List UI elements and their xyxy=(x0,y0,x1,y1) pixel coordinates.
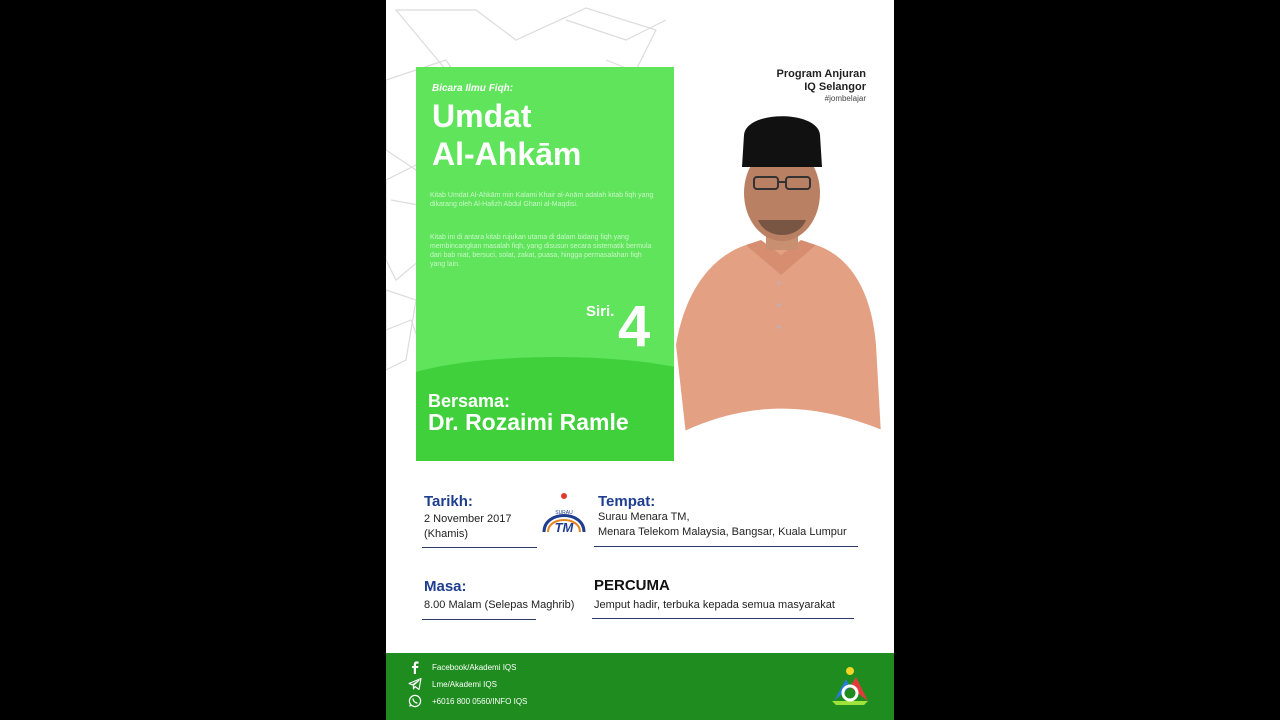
title-line-2: Al-Ahkām xyxy=(432,136,582,172)
venue-line-1: Surau Menara TM, xyxy=(598,511,690,523)
time-underline xyxy=(422,619,536,620)
free-label: PERCUMA xyxy=(594,577,670,594)
venue-label: Tempat: xyxy=(598,493,656,510)
series-label: Siri. xyxy=(586,303,615,320)
facebook-text: Facebook/Akademi IQS xyxy=(432,662,517,672)
venue-line-2: Menara Telekom Malaysia, Bangsar, Kuala Lumpur xyxy=(598,526,847,538)
organizer-block xyxy=(777,68,866,103)
title-panel xyxy=(416,67,674,461)
whatsapp-contact[interactable] xyxy=(408,693,527,709)
time-value: 8.00 Malam (Selepas Maghrib) xyxy=(424,599,575,611)
series-kicker: Bicara Ilmu Fiqh: xyxy=(432,83,514,94)
telegram-icon xyxy=(408,677,422,691)
series-number: 4 xyxy=(618,294,651,359)
organizer-line-1: Program Anjuran xyxy=(776,68,866,80)
description-paragraph-2: Kitab ini di antara kitab rujukan utama di dalam bidang fiqh yang membincangkan masalah fiqh, yang disusun secara sistematik bermula dari bab niat, bersuci, solat, zakat, puasa, hingga permasalahan fiqh yang lain. xyxy=(430,234,652,268)
description-paragraph-1: Kitab Umdat Al-Ahkām min Kalami Khair al-Anām adalah kitab fiqh yang dikarang oleh Al-Hafizh Abdul Ghani al-Maqdisi. xyxy=(430,192,654,208)
whatsapp-text: +6016 800 0560/INFO IQS xyxy=(432,696,528,706)
free-underline xyxy=(592,618,854,619)
akademi-iqs-logo xyxy=(828,665,872,707)
telegram-contact[interactable] xyxy=(408,676,497,692)
title-line-1: Umdat xyxy=(432,98,532,134)
surau-logo-top-text: SURAU xyxy=(555,510,573,516)
venue-underline xyxy=(594,546,858,547)
facebook-icon xyxy=(408,660,422,674)
speaker-photo xyxy=(676,105,894,435)
telegram-text: Lme/Akademi IQS xyxy=(432,679,497,689)
surau-logo-main-text: TM xyxy=(554,520,574,535)
whatsapp-icon xyxy=(408,694,422,708)
hashtag: #jombelajar xyxy=(824,94,866,103)
organizer-line-2: IQ Selangor xyxy=(804,81,866,93)
time-label: Masa: xyxy=(424,578,467,595)
event-poster xyxy=(386,0,894,720)
with-label: Bersama: xyxy=(428,391,511,411)
date-label: Tarikh: xyxy=(424,493,473,510)
facebook-contact[interactable] xyxy=(408,659,516,675)
date-value: 2 November 2017 xyxy=(424,513,512,525)
surau-tm-logo xyxy=(538,490,590,544)
date-underline xyxy=(422,547,537,548)
date-day: (Khamis) xyxy=(424,528,469,540)
contact-footer xyxy=(386,653,894,720)
free-text: Jemput hadir, terbuka kepada semua masyarakat xyxy=(594,599,835,611)
speaker-name: Dr. Rozaimi Ramle xyxy=(428,409,629,435)
